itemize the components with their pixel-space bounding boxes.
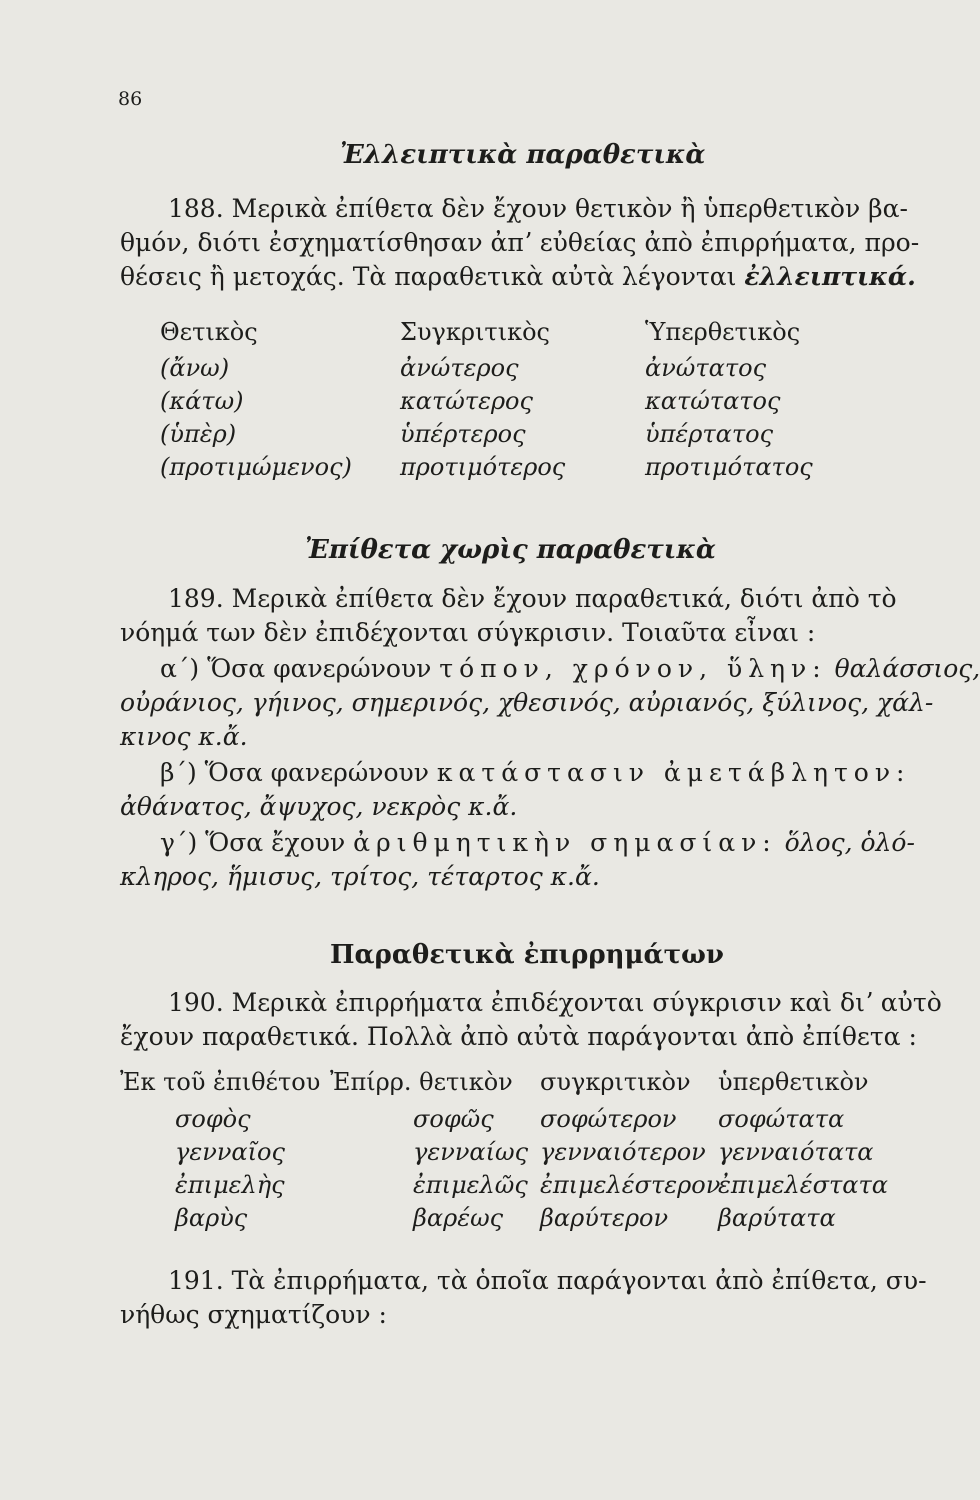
table-cell: ἀνώτατος [645,354,767,382]
item-c-line2: κληρος, ἥμισυς, τρίτος, τέταρτος κ.ἄ. [120,862,600,891]
col-header-positive: Θετικὸς [160,318,258,346]
table-cell: προτιμότατος [645,453,813,481]
item-b-line1 [160,756,910,790]
item-a-spaced: τόπον, χρόνον, ὕλην: [439,654,827,683]
table-cell: (ἄνω) [160,354,230,382]
item-c-prefix: γ΄) Ὅσα ἔχουν [160,828,346,857]
table-cell: σοφῶς [413,1105,494,1133]
table-cell: σοφώτατα [718,1105,845,1133]
col-header-comparative: Συγκριτικὸς [400,318,550,346]
col-header-comparative: συγκριτικὸν [540,1068,691,1096]
item-a-line3: κινος κ.ἄ. [120,722,248,751]
item-b-spaced: κατάστασιν ἀμετάβλητον: [436,758,911,787]
table-cell: βαρύτατα [718,1204,836,1232]
item-a-prefix: α΄) Ὅσα φανερώνουν [160,654,432,683]
heading-elliptic-comparatives: Ἐλλειπτικὰ παραθετικὰ [340,140,706,170]
table-cell: γενναίως [413,1138,529,1166]
table-cell: ὑπέρτερος [400,420,526,448]
table-cell: κατώτερος [400,387,533,415]
col-header-superlative: ὑπερθετικὸν [718,1068,869,1096]
para-190-line2: ἔχουν παραθετικά. Πολλὰ ἀπὸ αὐτὰ παράγονται ἀπὸ ἐπίθετα : [120,1022,917,1051]
table-cell: (ὑπὲρ) [160,420,237,448]
para-188-line1: 188. Μερικὰ ἐπίθετα δὲν ἔχουν θετικὸν ἢ ὑπερθετικὸν βα- [168,194,908,223]
table-cell: (προτιμώμενος) [160,453,352,481]
table-cell: βαρέως [413,1204,504,1232]
col-header-adjective: Ἐκ τοῦ ἐπιθέτου [120,1068,321,1096]
term-elliptic: ἐλλειπτικά. [744,262,916,291]
table-cell: ὑπέρτατος [645,420,774,448]
table-cell: βαρύτερον [540,1204,669,1232]
table-cell: ἐπιμελέστερον [540,1171,721,1199]
item-a-line1 [160,652,980,686]
col-header-superlative: Ὑπερθετικὸς [645,318,801,346]
table-cell: ἐπιμελὴς [175,1171,285,1199]
table-cell: (κάτω) [160,387,244,415]
para-189-line2: νόημά των δὲν ἐπιδέχονται σύγκρισιν. Τοιαῦτα εἶναι : [120,618,816,647]
item-a-examples: θαλάσσιος, [834,654,980,683]
table-cell: γενναιότατα [718,1138,874,1166]
item-c-line1 [160,826,915,860]
table-cell: ἐπιμελῶς [413,1171,528,1199]
heading-adverb-comparatives: Παραθετικὰ ἐπιρρημάτων [330,940,724,970]
item-c-spaced: ἀριθμητικὴν σημασίαν: [353,828,777,857]
table-cell: σοφὸς [175,1105,251,1133]
table-cell: ἀνώτερος [400,354,519,382]
item-b-line2: ἀθάνατος, ἄψυχος, νεκρὸς κ.ἄ. [120,792,518,821]
para-188-line2: θμόν, διότι ἐσχηματίσθησαν ἀπʼ εὐθείας ἀπὸ ἐπιρρήματα, προ- [120,228,920,257]
table-cell: προτιμότερος [400,453,566,481]
para-191-line2: νήθως σχηματίζουν : [120,1300,387,1329]
para-188-line3-text: θέσεις ἢ μετοχάς. Τὰ παραθετικὰ αὐτὰ λέγονται [120,262,737,291]
table-cell: ἐπιμελέστατα [718,1171,888,1199]
col-header-adverb-positive: Ἐπίρρ. θετικὸν [330,1068,513,1096]
heading-adjectives-without-comparatives: Ἐπίθετα χωρὶς παραθετικὰ [305,535,716,565]
table-cell: γενναῖος [175,1138,285,1166]
table-cell: κατώτατος [645,387,781,415]
para-191-line1: 191. Τὰ ἐπιρρήματα, τὰ ὁποῖα παράγονται ἀπὸ ἐπίθετα, συ- [168,1266,927,1295]
item-b-prefix: β΄) Ὅσα φανερώνουν [160,758,429,787]
table-cell: σοφώτερον [540,1105,677,1133]
para-190-line1: 190. Μερικὰ ἐπιρρήματα ἐπιδέχονται σύγκρισιν καὶ διʼ αὐτὸ [168,988,942,1017]
table-cell: γενναιότερον [540,1138,706,1166]
para-189-line1: 189. Μερικὰ ἐπίθετα δὲν ἔχουν παραθετικά, διότι ἀπὸ τὸ [168,584,897,613]
para-188-line3 [120,260,916,294]
table-cell: βαρὺς [175,1204,248,1232]
item-a-line2: οὐράνιος, γήινος, σημερινός, χθεσινός, αὐριανός, ξύλινος, χάλ- [120,688,934,717]
item-c-examples: ὅλος, ὁλό- [784,828,915,857]
page-number: 86 [118,88,143,110]
